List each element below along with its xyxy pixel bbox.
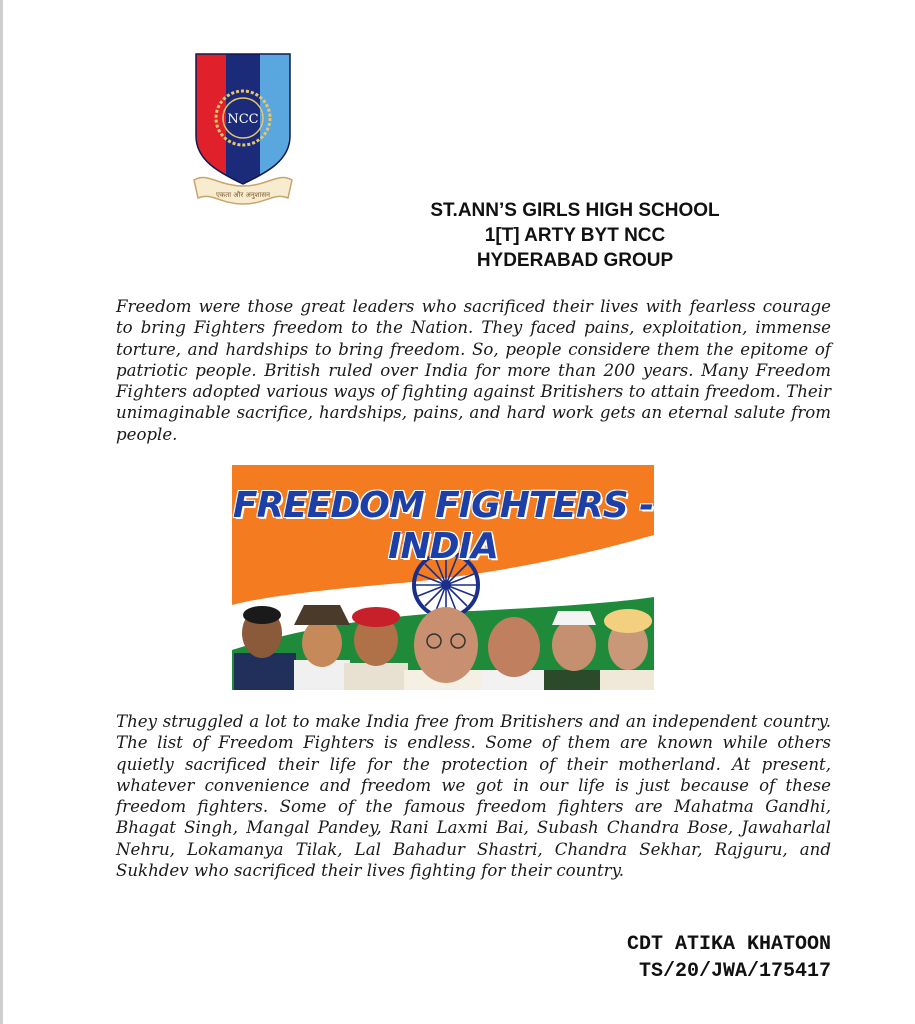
- cadet-name: CDT ATIKA KHATOON: [626, 933, 831, 956]
- signature-block: [627, 931, 831, 985]
- ncc-motto-text: एकता और अनुशासन: [216, 191, 270, 199]
- closing-paragraph: They struggled a lot to make India free from Britishers and an independent country. The list of Freedom Fighters is endless. Some of them are known while others quietly sacrificed their life for the protection of their motherland. At present, whatever convenience and freedom we got in our life is just because of these freedom fighters. Some of the famous freedom fighters are Mahatma Gandhi, Bhagat Singh, Mangal Pandey, Rani Laxmi Bai, Subash Chandra Bose, Jawaharlal Nehru, Lokamanya Tilak, Lal Bahadur Shastri, Chandra Sekhar, Rajguru, and Sukhdev who sacrificed their lives fighting for their country.: [116, 712, 831, 881]
- group-name: HYDERABAD GROUP: [476, 250, 674, 271]
- intro-paragraph: Freedom were those great leaders who sacrificed their lives with fearless courage to bring Fighters freedom to the Nation. They faced pains, exploitation, immense torture, and hardships to bring freedom. So, people considere them the epitome of patriotic people. British ruled over India for more than 200 years. Many Freedom Fighters adopted various ways of fighting against Britishers to attain freedom. Their unimaginable sacrifice, hardships, pains, and hard work gets an eternal salute from people.: [116, 297, 831, 444]
- school-header: [330, 198, 820, 273]
- ncc-emblem-icon: [188, 52, 298, 212]
- ncc-logo-text: NCC: [227, 112, 259, 127]
- page-left-border: [0, 0, 3, 1024]
- cadet-id: TS/20/JWA/175417: [638, 960, 831, 983]
- unit-name: 1[T] ARTY BYT NCC: [484, 225, 666, 246]
- freedom-fighters-banner: [232, 465, 654, 690]
- school-name: ST.ANN’S GIRLS HIGH SCHOOL: [430, 200, 720, 221]
- banner-title: FREEDOM FIGHTERS - INDIA: [232, 485, 654, 567]
- ncc-logo: [188, 52, 298, 212]
